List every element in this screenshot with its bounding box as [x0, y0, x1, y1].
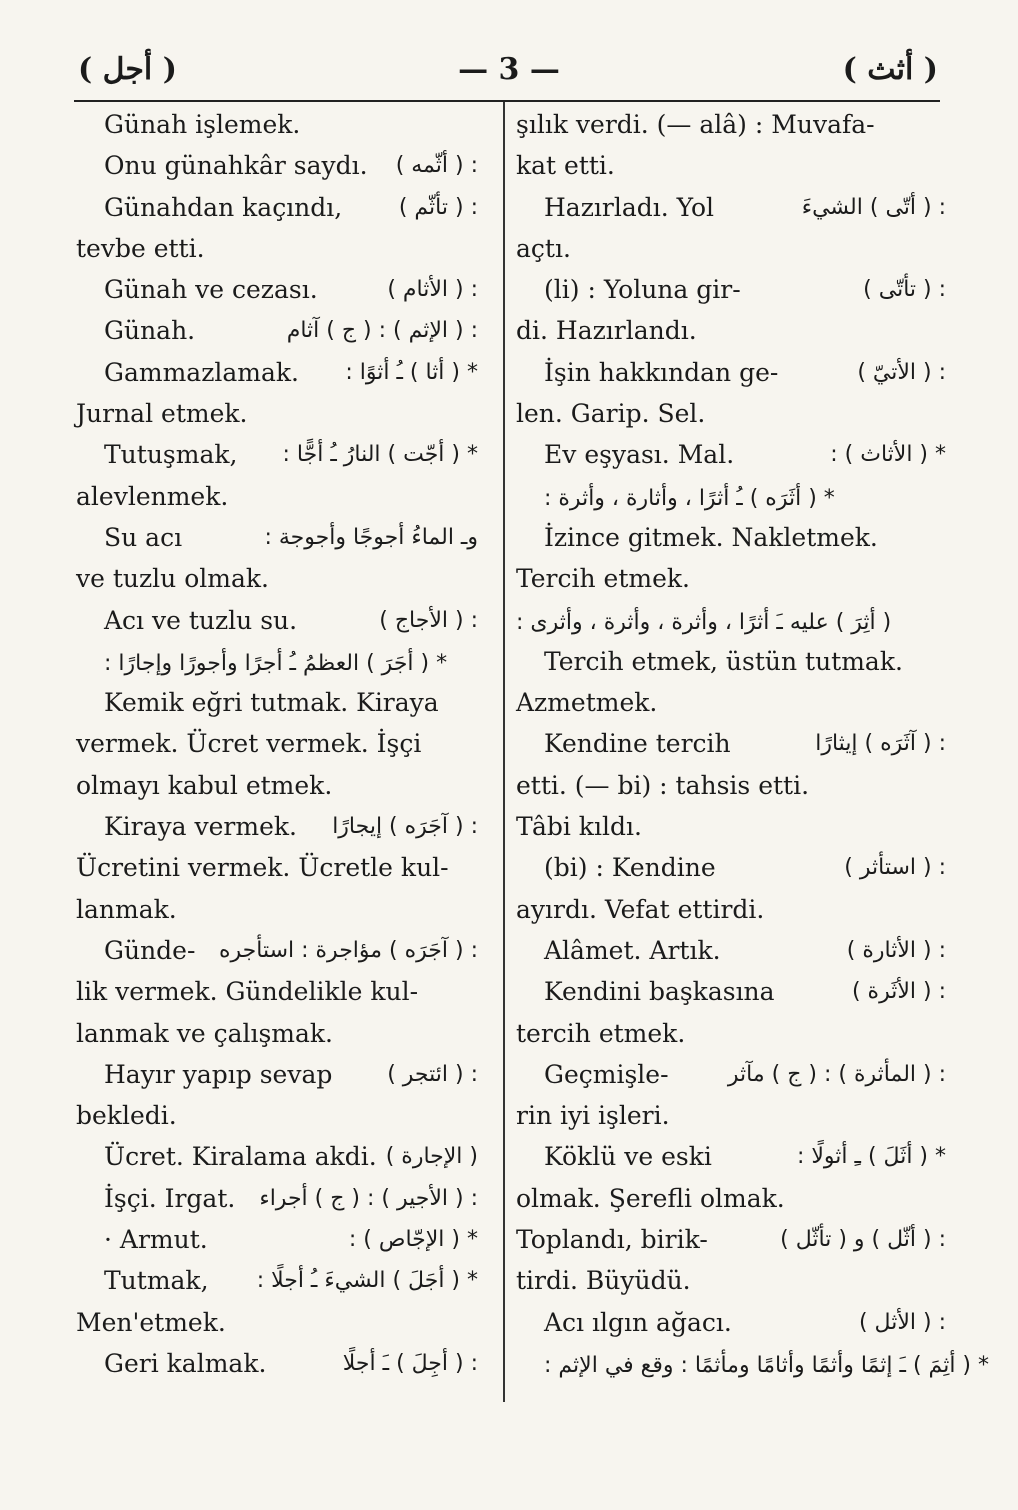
arabic-headword: : ( استأثر )	[844, 855, 946, 881]
entry-line	[516, 1302, 946, 1343]
turkish-text: Tercih etmek, üstün tutmak.	[544, 646, 903, 676]
entry-line	[76, 1219, 478, 1260]
entry-line	[76, 600, 478, 641]
entry-line	[76, 1095, 478, 1136]
entry-line	[516, 806, 946, 847]
entry-line	[76, 145, 478, 186]
entry-line	[516, 104, 946, 145]
turkish-text: tirdi. Büyüdü.	[516, 1266, 691, 1296]
turkish-text: İşin hakkından ge-	[544, 357, 779, 387]
entry-line	[76, 558, 478, 599]
entry-line	[516, 1343, 989, 1384]
arabic-headword: * ( أثَلَ ) ـِ أثولًا :	[796, 1144, 946, 1170]
turkish-text: alevlenmek.	[76, 481, 229, 511]
entry-line	[76, 104, 478, 145]
arabic-headword: : ( تأثّم )	[398, 194, 478, 220]
page-number: — 3 —	[458, 52, 560, 87]
entry-line	[76, 723, 478, 764]
right-column	[516, 104, 989, 1384]
entry-line	[516, 352, 946, 393]
arabic-headword: * ( أثِمَ ) ـَ إثمًا وأثمًا وأثامًا ومأثمًا : وقع في الإثم :	[544, 1352, 989, 1378]
entry-line	[76, 269, 478, 310]
entry-line	[76, 187, 478, 228]
entry-line	[516, 434, 946, 475]
turkish-text: Kendine tercih	[544, 729, 731, 759]
arabic-headword: ( أثِرَ ) عليه ـَ أثرًا ، وأثرة ، وأثرة ، وأثرى :	[516, 609, 892, 635]
left-column	[76, 104, 478, 1384]
entry-line	[516, 600, 946, 641]
entry-line	[516, 765, 946, 806]
entry-line	[516, 1054, 946, 1095]
arabic-headword: وـ الماءُ أجوجًا وأجوجة :	[264, 524, 478, 550]
entry-line	[76, 228, 478, 269]
entry-line	[516, 641, 946, 682]
turkish-text: Onu günahkâr saydı.	[104, 151, 368, 181]
entry-line	[516, 1136, 946, 1177]
arabic-headword: : ( آجَرَه ) إيجارًا	[332, 814, 478, 840]
arabic-headword: * ( أثا ) ـُ أثوًا :	[345, 359, 478, 385]
entry-line	[516, 187, 946, 228]
turkish-text: açtı.	[516, 233, 571, 263]
turkish-text: Günah.	[104, 316, 196, 346]
entry-line	[76, 641, 478, 682]
arabic-headword: ( الإجارة )	[385, 1144, 478, 1170]
arabic-headword: * ( أجَلَ ) الشيءَ ـُ أجلًا :	[256, 1268, 478, 1294]
arabic-headword: * ( أجّت ) النارُ ـُ أجًّا :	[282, 442, 478, 468]
turkish-text: ayırdı. Vefat ettirdi.	[516, 894, 765, 924]
arabic-headword: : ( تأتّى )	[863, 277, 946, 303]
turkish-text: Geçmişle-	[544, 1059, 669, 1089]
turkish-text: Tâbi kıldı.	[516, 812, 642, 842]
entry-line	[516, 1219, 946, 1260]
entry-line	[516, 558, 946, 599]
column-divider	[503, 102, 505, 1402]
turkish-text: tercih etmek.	[516, 1018, 686, 1048]
entry-line	[76, 765, 478, 806]
turkish-text: Su acı	[104, 522, 183, 552]
header-right-keyword: ( أثث )	[842, 52, 938, 87]
entry-line	[516, 1013, 946, 1054]
entry-line	[76, 1013, 478, 1054]
entry-line	[516, 145, 946, 186]
entry-line	[76, 1136, 478, 1177]
entry-line	[516, 847, 946, 888]
arabic-headword: : ( أتّى ) الشيءَ	[801, 194, 946, 220]
turkish-text: lanmak.	[76, 894, 177, 924]
turkish-text: rin iyi işleri.	[516, 1101, 670, 1131]
turkish-text: Günde-	[104, 935, 196, 965]
entry-line	[76, 1054, 478, 1095]
arabic-headword: : ( آثَرَه ) إيثارًا	[815, 731, 946, 757]
turkish-text: Tutuşmak,	[104, 440, 238, 470]
arabic-headword: : ( ائتجر )	[387, 1061, 478, 1087]
turkish-text: (bi) : Kendine	[544, 853, 716, 883]
entry-line	[76, 847, 478, 888]
arabic-headword: : ( الأثارة )	[846, 937, 946, 963]
turkish-text: Tutmak,	[104, 1266, 209, 1296]
turkish-text: Alâmet. Artık.	[544, 935, 721, 965]
entry-line	[516, 889, 946, 930]
turkish-text: lik vermek. Gündelikle kul-	[76, 977, 419, 1007]
entry-line	[516, 1178, 946, 1219]
turkish-text: ve tuzlu olmak.	[76, 564, 269, 594]
turkish-text: Geri kalmak.	[104, 1348, 267, 1378]
turkish-text: Günah işlemek.	[104, 110, 301, 139]
entry-line	[76, 1178, 478, 1219]
entry-line	[516, 1095, 946, 1136]
turkish-text: Köklü ve eski	[544, 1142, 712, 1172]
turkish-text: Günah ve cezası.	[104, 275, 318, 305]
header-rule	[74, 100, 940, 102]
turkish-text: Jurnal etmek.	[76, 399, 248, 429]
entry-line	[76, 971, 478, 1012]
turkish-text: olmayı kabul etmek.	[76, 770, 333, 800]
arabic-headword: * ( أثَرَه ) ـُ أثرًا ، وأثارة ، وأثرة :	[544, 485, 835, 511]
arabic-headword: : ( الإثم ) : ( ج ) آثام	[286, 318, 478, 344]
turkish-text: lanmak ve çalışmak.	[76, 1018, 334, 1048]
entry-line	[516, 228, 946, 269]
turkish-text: Hazırladı. Yol	[544, 192, 714, 222]
turkish-text: olmak. Şerefli olmak.	[516, 1183, 785, 1213]
turkish-text: vermek. Ücret vermek. İşçi	[76, 729, 422, 759]
entry-line	[76, 1260, 478, 1301]
turkish-text: bekledi.	[76, 1101, 177, 1131]
turkish-text: Kendini başkasına	[544, 977, 775, 1007]
turkish-text: Men'etmek.	[76, 1307, 226, 1337]
turkish-text: Hayır yapıp sevap	[104, 1059, 333, 1089]
turkish-text: Ev eşyası. Mal.	[544, 440, 735, 470]
turkish-text: Acı ve tuzlu su.	[104, 605, 298, 635]
arabic-headword: * ( الإجّاص ) :	[348, 1227, 478, 1253]
entry-line	[76, 476, 478, 517]
arabic-headword: : ( أثّمه )	[395, 153, 478, 179]
arabic-headword: : ( أثّل ) و ( تأثّل )	[780, 1227, 946, 1253]
entry-line	[516, 310, 946, 351]
entry-line	[516, 476, 946, 517]
entry-line	[516, 1260, 946, 1301]
entry-line	[76, 889, 478, 930]
turkish-text: Ücretini vermek. Ücretle kul-	[76, 853, 449, 883]
entry-line	[76, 806, 478, 847]
entry-line	[76, 682, 478, 723]
entry-line	[516, 682, 946, 723]
entry-line	[76, 310, 478, 351]
arabic-headword: : ( أجِلَ ) ـَ أجلًا	[342, 1350, 478, 1376]
entry-line	[516, 517, 946, 558]
entry-line	[516, 393, 946, 434]
turkish-text: · Armut.	[104, 1225, 208, 1255]
entry-line	[516, 269, 946, 310]
arabic-headword: * ( الأثاث ) :	[830, 442, 946, 468]
turkish-text: Gammazlamak.	[104, 357, 299, 387]
turkish-text: Günahdan kaçındı,	[104, 192, 343, 222]
turkish-text: etti. (— bi) : tahsis etti.	[516, 770, 810, 800]
entry-line	[76, 1343, 478, 1384]
arabic-headword: : ( الأثام )	[387, 277, 478, 303]
turkish-text: di. Hazırlandı.	[516, 316, 697, 346]
turkish-text: Ücret. Kiralama akdi.	[104, 1142, 377, 1172]
entry-line	[516, 930, 946, 971]
turkish-text: İzince gitmek. Nakletmek.	[544, 522, 878, 552]
turkish-text: Azmetmek.	[516, 688, 658, 718]
turkish-text: İşçi. Irgat.	[104, 1183, 236, 1213]
arabic-headword: * ( أجَرَ ) العظمُ ـُ أجرًا وأجورًا وإجارًا :	[104, 650, 448, 676]
turkish-text: Kiraya vermek.	[104, 812, 297, 842]
turkish-text: Tercih etmek.	[516, 564, 690, 594]
arabic-headword: : ( المأثرة ) : ( ج ) مآثر	[727, 1061, 946, 1087]
turkish-text: Kemik eğri tutmak. Kiraya	[104, 688, 439, 718]
header-left-keyword: ( أجل )	[78, 52, 177, 87]
turkish-text: Acı ılgın ağacı.	[544, 1307, 732, 1337]
turkish-text: kat etti.	[516, 151, 615, 181]
arabic-headword: : ( الأجاج )	[379, 607, 478, 633]
arabic-headword: : ( الأجير ) : ( ج ) أجراء	[259, 1185, 478, 1211]
turkish-text: şılık verdi. (— alâ) : Muvafa-	[516, 110, 875, 139]
turkish-text: (li) : Yoluna gir-	[544, 275, 741, 305]
entry-line	[76, 434, 478, 475]
arabic-headword: : ( الأثل )	[858, 1309, 946, 1335]
entry-line	[516, 723, 946, 764]
entry-line	[76, 1302, 478, 1343]
arabic-headword: : ( آجَرَه ) مؤاجرة : استأجره	[218, 937, 478, 963]
turkish-text: len. Garip. Sel.	[516, 399, 706, 429]
arabic-headword: : ( الأتيّ )	[857, 359, 946, 385]
entry-line	[76, 930, 478, 971]
entry-line	[516, 971, 946, 1012]
turkish-text: Toplandı, birik-	[516, 1225, 708, 1255]
entry-line	[76, 352, 478, 393]
turkish-text: tevbe etti.	[76, 233, 205, 263]
arabic-headword: : ( الأثَرة )	[851, 979, 946, 1005]
entry-line	[76, 517, 478, 558]
entry-line	[76, 393, 478, 434]
